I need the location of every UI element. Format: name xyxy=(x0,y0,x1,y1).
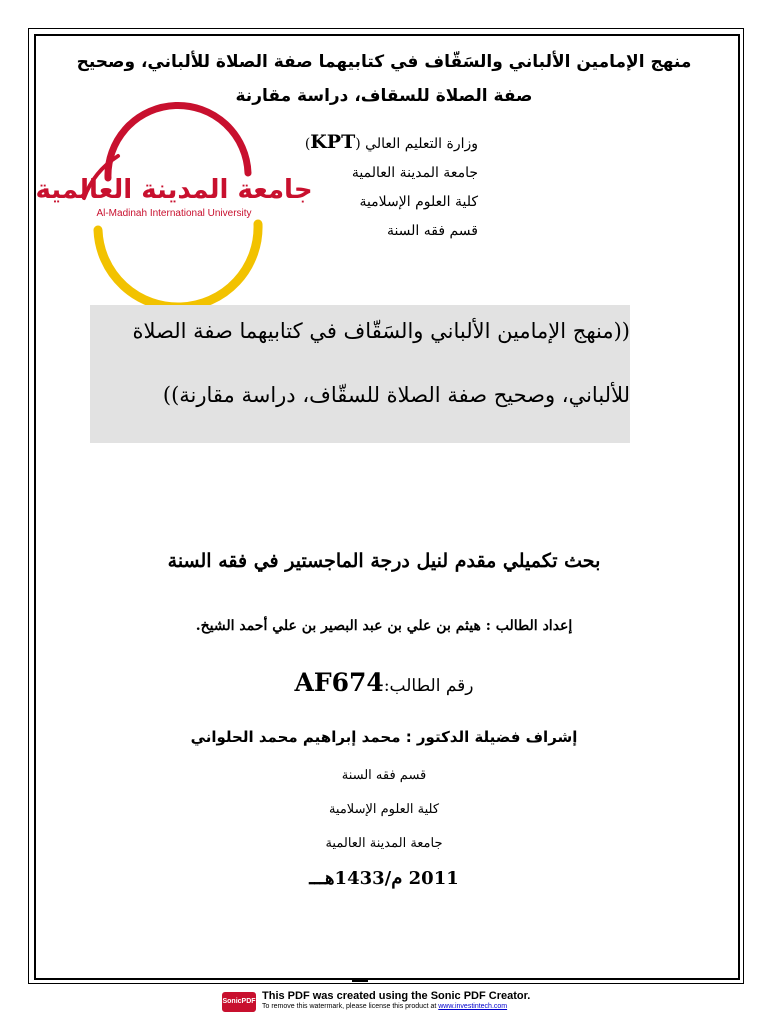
title-line-2: للألباني، وصحيح صفة الصلاة للسقّاف، دراسة مقارنة)) xyxy=(162,383,630,407)
department-line: قسم فقه السنة xyxy=(386,223,478,239)
dept-line: قسم فقه السنة xyxy=(341,768,427,783)
sonicpdf-badge: SonicPDF xyxy=(222,992,256,1012)
date-hijri: 1433 xyxy=(334,868,385,889)
student-id-label: رقم الطالب: xyxy=(383,676,474,696)
faculty-line-bottom: كلية العلوم الإسلامية xyxy=(328,802,440,817)
thesis-purpose: بحث تكميلي مقدم لنيل درجة الماجستير في فقه السنة xyxy=(167,550,601,572)
student-id-value: AF674 xyxy=(294,668,384,697)
date-year: 2011 xyxy=(408,868,459,889)
date-suffix: هـــ xyxy=(309,868,335,889)
header-title-line-2: صفة الصلاة للسقاف، دراسة مقارنة xyxy=(235,86,533,106)
watermark-link[interactable]: www.investintech.com xyxy=(438,1003,508,1010)
title-box xyxy=(90,305,630,443)
page-marker-dash xyxy=(352,980,368,982)
watermark-subtitle: To remove this watermark, please license this product at www.investintech.com xyxy=(262,1003,508,1010)
student-id-line xyxy=(60,668,708,697)
date-separator: م/ xyxy=(384,868,409,889)
title-line-1: ((منهج الإمامين الألباني والسَقّاف في كتابيهما صفة الصلاة xyxy=(132,319,630,343)
watermark-title: This PDF was created using the Sonic PDF Creator. xyxy=(262,990,531,1002)
header-title-line-1: منهج الإمامين الألباني والسَقّاف في كتابيهما صفة الصلاة للألباني، وصحيح xyxy=(76,52,692,72)
logo-arabic-name: جامعة المدينة العالمية xyxy=(35,175,313,205)
logo-english-name: Al-Madinah International University xyxy=(96,208,252,219)
university-line-bottom: جامعة المدينة العالمية xyxy=(325,836,443,851)
faculty-line: كلية العلوم الإسلامية xyxy=(359,194,478,210)
kpt-label: KPT xyxy=(310,131,356,153)
university-logo xyxy=(35,138,313,270)
supervisor-line: إشراف فضيلة الدكتور : محمد إبراهيم محمد الحلواني xyxy=(190,728,578,746)
date-line xyxy=(60,868,708,889)
ministry-line: وزارة التعليم العالي (KPT) xyxy=(304,131,478,153)
logo-graphic xyxy=(35,138,313,270)
student-name: إعداد الطالب : هيثم بن علي بن عبد البصير بن علي أحمد الشيخ. xyxy=(195,618,573,634)
pdf-watermark xyxy=(222,990,552,1016)
university-line: جامعة المدينة العالمية xyxy=(351,165,478,181)
